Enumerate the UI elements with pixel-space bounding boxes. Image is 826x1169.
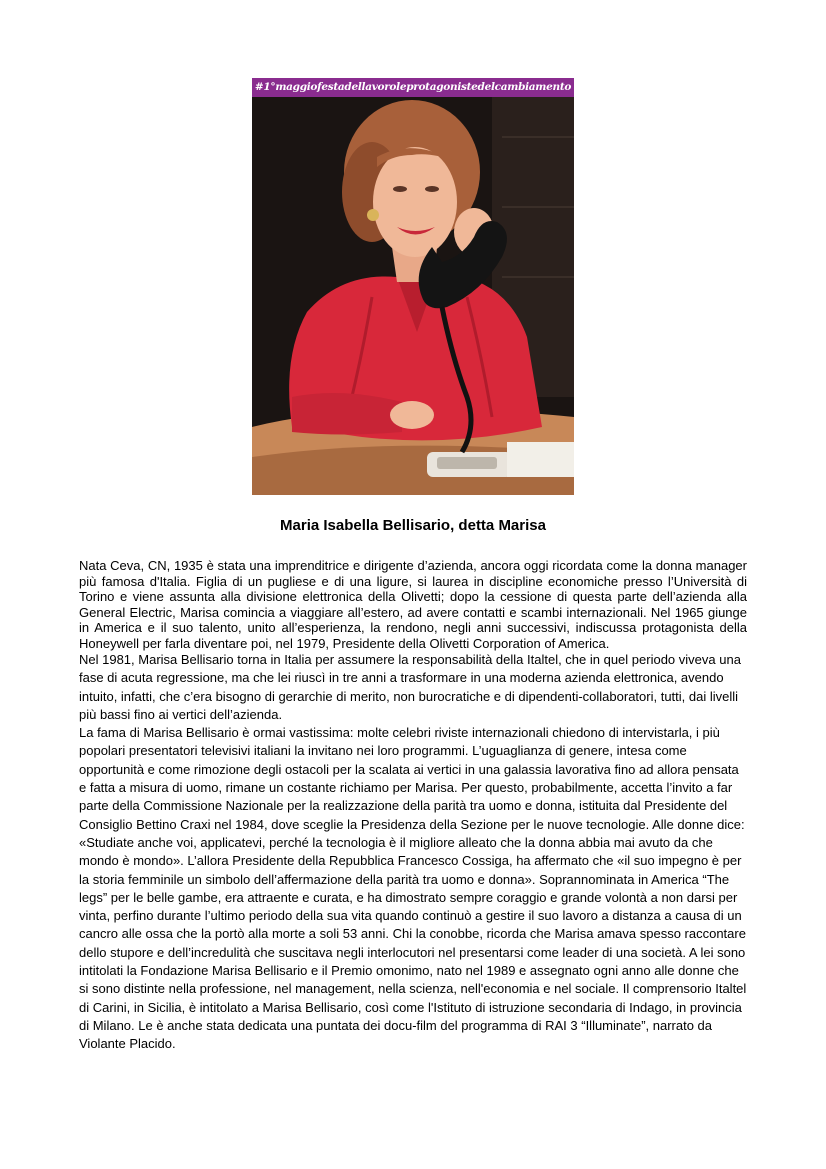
portrait-photo (252, 78, 574, 495)
paragraph-italtel: Nel 1981, Marisa Bellisario torna in Italia per assumere la responsabilità della Italtel, che in quel periodo viveva una fase di acuta regressione, ma che lei riuscì in tre anni a trasformare in una moderna azienda elettronica, avendo intuito, infatti, che c’era bisogno di gerarchie di merito, non burocratiche e di dipendenti-collaboratori, tutti, dai livelli più bassi fino ai vertici dell’azienda. (79, 652, 741, 722)
papers (507, 442, 574, 477)
earring (367, 209, 379, 221)
photo-banner: #1°maggiofestadellavoroleprotagonistedelcambiamento (252, 78, 574, 97)
paragraph-legacy: La fama di Marisa Bellisario è ormai vastissima: molte celebri riviste internazionali chiedono di intervistarla, i più popolari presentatori televisivi italiani la invitano nei loro programmi. L’uguaglianza di genere, intesa come opportunità e come rimozione degli ostacoli per la scalata ai vertici in una galassia lavorativa fino ad allora pensata e fatta a misura di uomo, rimane un costante richiamo per Marisa. Per questo, probabilmente, accetta l’invito a far parte della Commissione Nazionale per la realizzazione della parità tra uomo e donna, istituita dal Presidente del Consiglio Bettino Craxi nel 1984, dove sceglie la Presidenza della Sezione per le nuove tecnologie. Alle donne dice: «Studiate anche voi, applicatevi, perché la tecnologia è il migliore alleato che la donna abbia mai avuto da che mondo è mondo». L’allora Presidente della Repubblica Francesco Cossiga, ha affermato che «il suo impegno è per la storia femminile un simbolo dell’affermazione della parità tra uomo e donna». Soprannominata in America “The legs” per le belle gambe, era attraente e curata, e ha dimostrato sempre coraggio e grande volontà a non darsi per vinta, perfino durante l’ultimo periodo della sua vita quando continuò a gestire il suo lavoro a distanza a causa di un cancro alle ossa che la portò alla morte a soli 53 anni. Chi la conobbe, ricorda che Marisa amava spesso raccontare dello stupore e dell’incredulità che suscitava negli interlocutori nel presentarsi come leader di una società. A lei sono intitolati la Fondazione Marisa Bellisario e il Premio omonimo, nato nel 1989 e assegnato ogni anno alle donne che si sono distinte nella professione, nel management, nella scienza, nell'economia e nel sociale. Il comprensorio Italtel di Carini, in Sicilia, è intitolato a Marisa Bellisario, così come l'Istituto di istruzione secondaria di Indago, in provincia di Milano. Le è anche stata dedicata una puntata dei docu-film del programma di RAI 3 “Illuminate”, narrato da Violante Placido. (79, 725, 747, 1052)
portrait-illustration (252, 97, 574, 495)
article-body (79, 558, 747, 1054)
face (373, 147, 457, 257)
paragraph-biography: Nata Ceva, CN, 1935 è stata una imprenditrice e dirigente d’azienda, ancora oggi ricordata come la donna manager più famosa d'Italia. Figlia di un pugliese e di una ligure, si laurea in discipline economiche presso l’Università di Torino e viene assunta alla divisione elettronica della Olivetti; dopo la cessione di questa parte dell’azienda alla General Electric, Marisa comincia a viaggiare all’estero, ad avere contatti e scambi internazionali. Nel 1965 giunge in America e il suo talento, unito all’esperienza, la rendono, negli anni successivi, indiscussa protagonista della Honeywell per farla diventare poi, nel 1979, Presidente della Olivetti Corporation of America. (79, 558, 747, 651)
article-title: Maria Isabella Bellisario, detta Marisa (280, 517, 546, 534)
